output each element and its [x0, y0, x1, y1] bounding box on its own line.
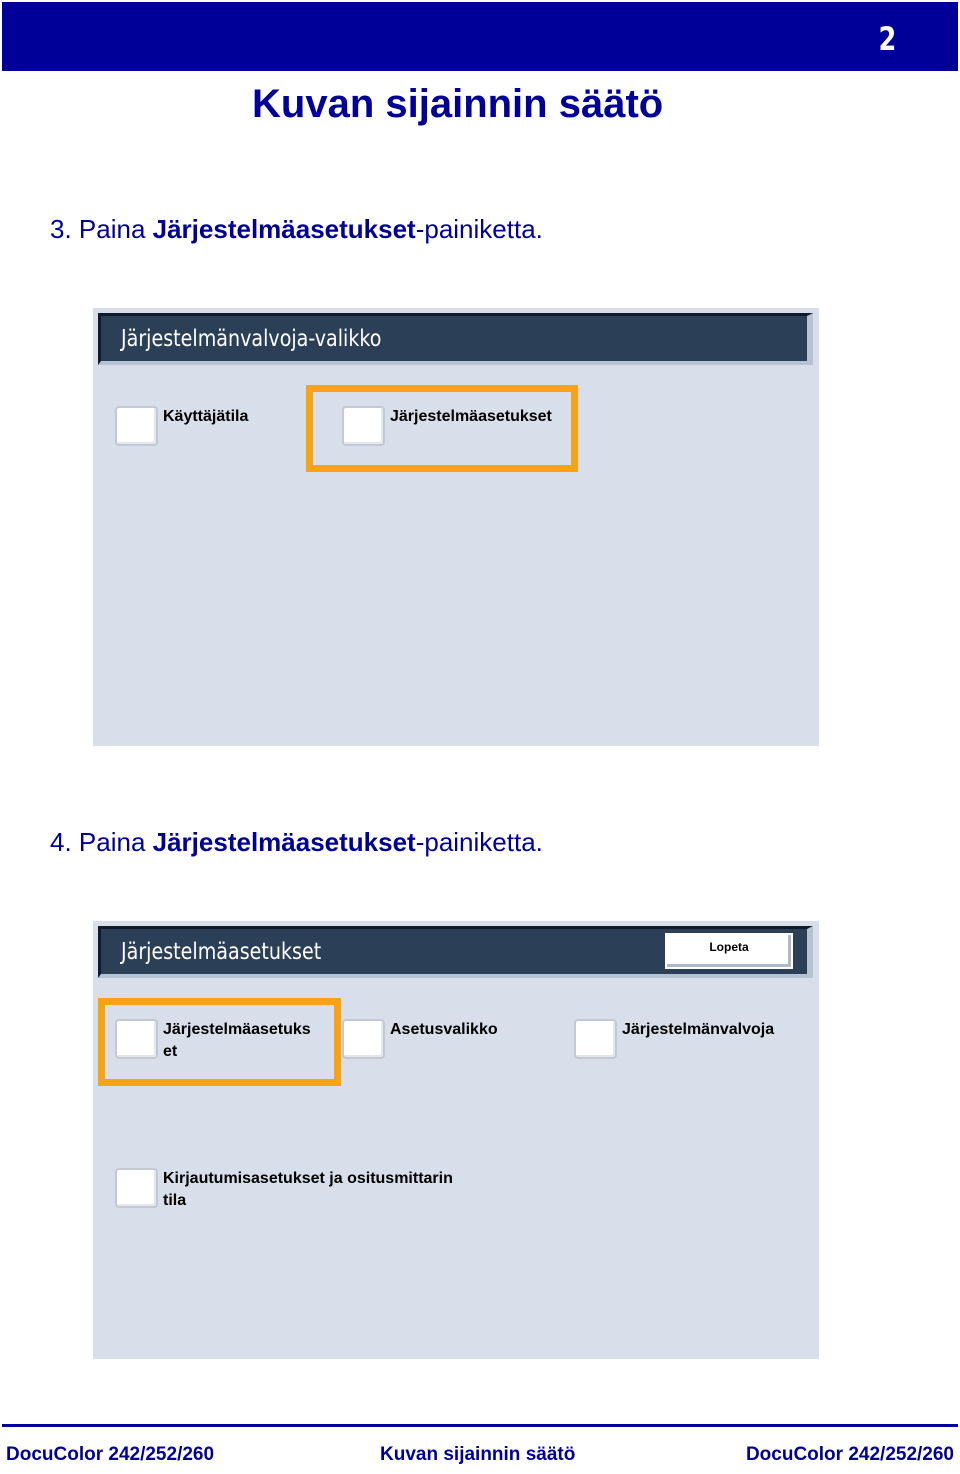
option-label: Kirjautumisasetukset ja ositusmittarin tila — [163, 1170, 453, 1209]
footer-divider — [2, 1424, 958, 1427]
step-3-instruction: 3. Paina Järjestelmäasetukset-painiketta. — [50, 214, 543, 244]
option-label: Käyttäjätila — [163, 408, 249, 425]
checkbox-icon — [115, 1019, 158, 1059]
screen-title: Järjestelmäasetukset — [121, 939, 322, 965]
screen-header — [98, 313, 813, 365]
screen-header — [98, 926, 813, 978]
admin-menu-screen — [93, 308, 819, 746]
footer-product-left: DocuColor 242/252/260 — [6, 1444, 215, 1465]
option-label: Järjestelmäasetuks et — [163, 1021, 311, 1060]
option-label: Järjestelmänvalvoja — [622, 1021, 775, 1038]
system-settings-screen — [93, 921, 819, 1359]
close-button[interactable]: Lopeta — [665, 933, 793, 969]
step-4-instruction: 4. Paina Järjestelmäasetukset-painiketta. — [50, 827, 543, 857]
option-label: Järjestelmäasetukset — [390, 408, 552, 425]
page-number: 2 — [878, 20, 896, 58]
footer-product-right: DocuColor 242/252/260 — [745, 1444, 954, 1465]
screen-title: Järjestelmänvalvoja-valikko — [121, 326, 382, 352]
footer-section-title: Kuvan sijainnin säätö — [380, 1444, 576, 1465]
checkbox-icon — [115, 1168, 158, 1208]
option-label: Asetusvalikko — [390, 1021, 498, 1038]
top-banner — [2, 2, 958, 71]
checkbox-icon — [342, 406, 385, 446]
checkbox-icon — [115, 406, 158, 446]
checkbox-icon — [574, 1019, 617, 1059]
page-title: Kuvan sijainnin säätö — [252, 82, 664, 126]
checkbox-icon — [342, 1019, 385, 1059]
